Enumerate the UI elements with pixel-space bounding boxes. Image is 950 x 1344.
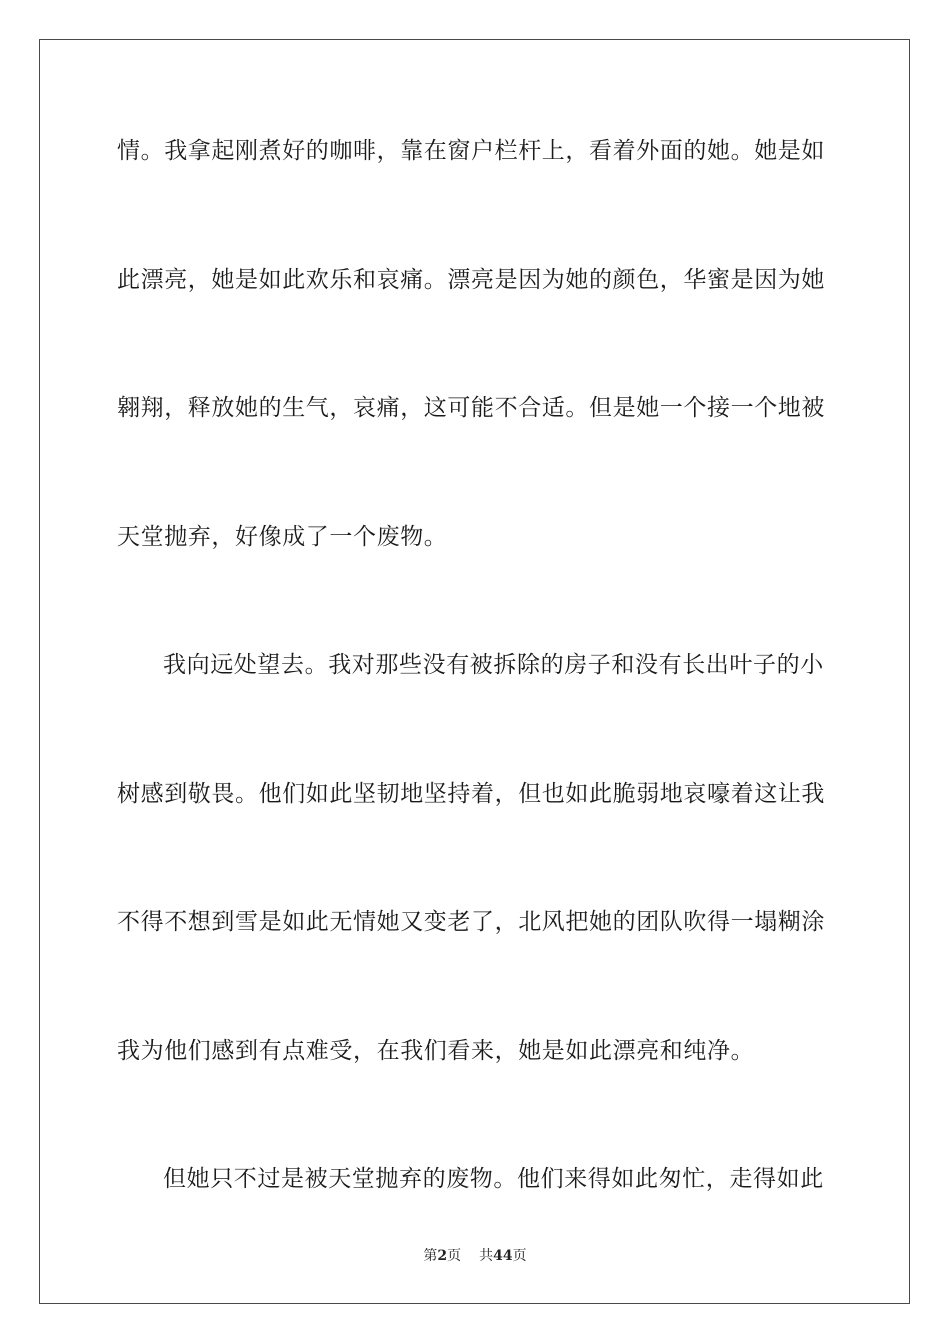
page-number: 2 — [437, 1248, 448, 1264]
body-text — [117, 122, 833, 1279]
text-line: 不得不想到雪是如此无情她又变老了，北风把她的团队吹得一塌糊涂 — [117, 909, 825, 935]
text-line: 但她只不过是被天堂抛弃的废物。他们来得如此匆忙，走得如此 — [163, 1166, 824, 1192]
text-line: 此漂亮，她是如此欢乐和哀痛。漂亮是因为她的颜色，华蜜是因为她 — [117, 266, 825, 293]
page-suffix: 页 — [447, 1248, 462, 1264]
total-suffix: 页 — [512, 1248, 527, 1264]
text-line: 树感到敬畏。他们如此坚韧地坚持着，但也如此脆弱地哀嚎着这让我 — [117, 780, 825, 807]
page-prefix: 第 — [423, 1248, 438, 1264]
text-line: 我向远处望去。我对那些没有被拆除的房子和没有长出叶子的小 — [163, 652, 824, 678]
text-line: 情。我拿起刚煮好的咖啡，靠在窗户栏杆上，看着外面的她。她是如 — [117, 138, 825, 164]
total-pages: 44 — [493, 1248, 513, 1264]
text-line: 天堂抛弃，好像成了一个废物。 — [117, 523, 448, 550]
page-footer — [0, 1245, 950, 1265]
text-line: 我为他们感到有点难受，在我们看来，她是如此漂亮和纯净。 — [117, 1037, 755, 1064]
text-line: 翱翔，释放她的生气，哀痛，这可能不合适。但是她一个接一个地被 — [117, 395, 825, 421]
total-prefix: 共 — [479, 1248, 494, 1264]
